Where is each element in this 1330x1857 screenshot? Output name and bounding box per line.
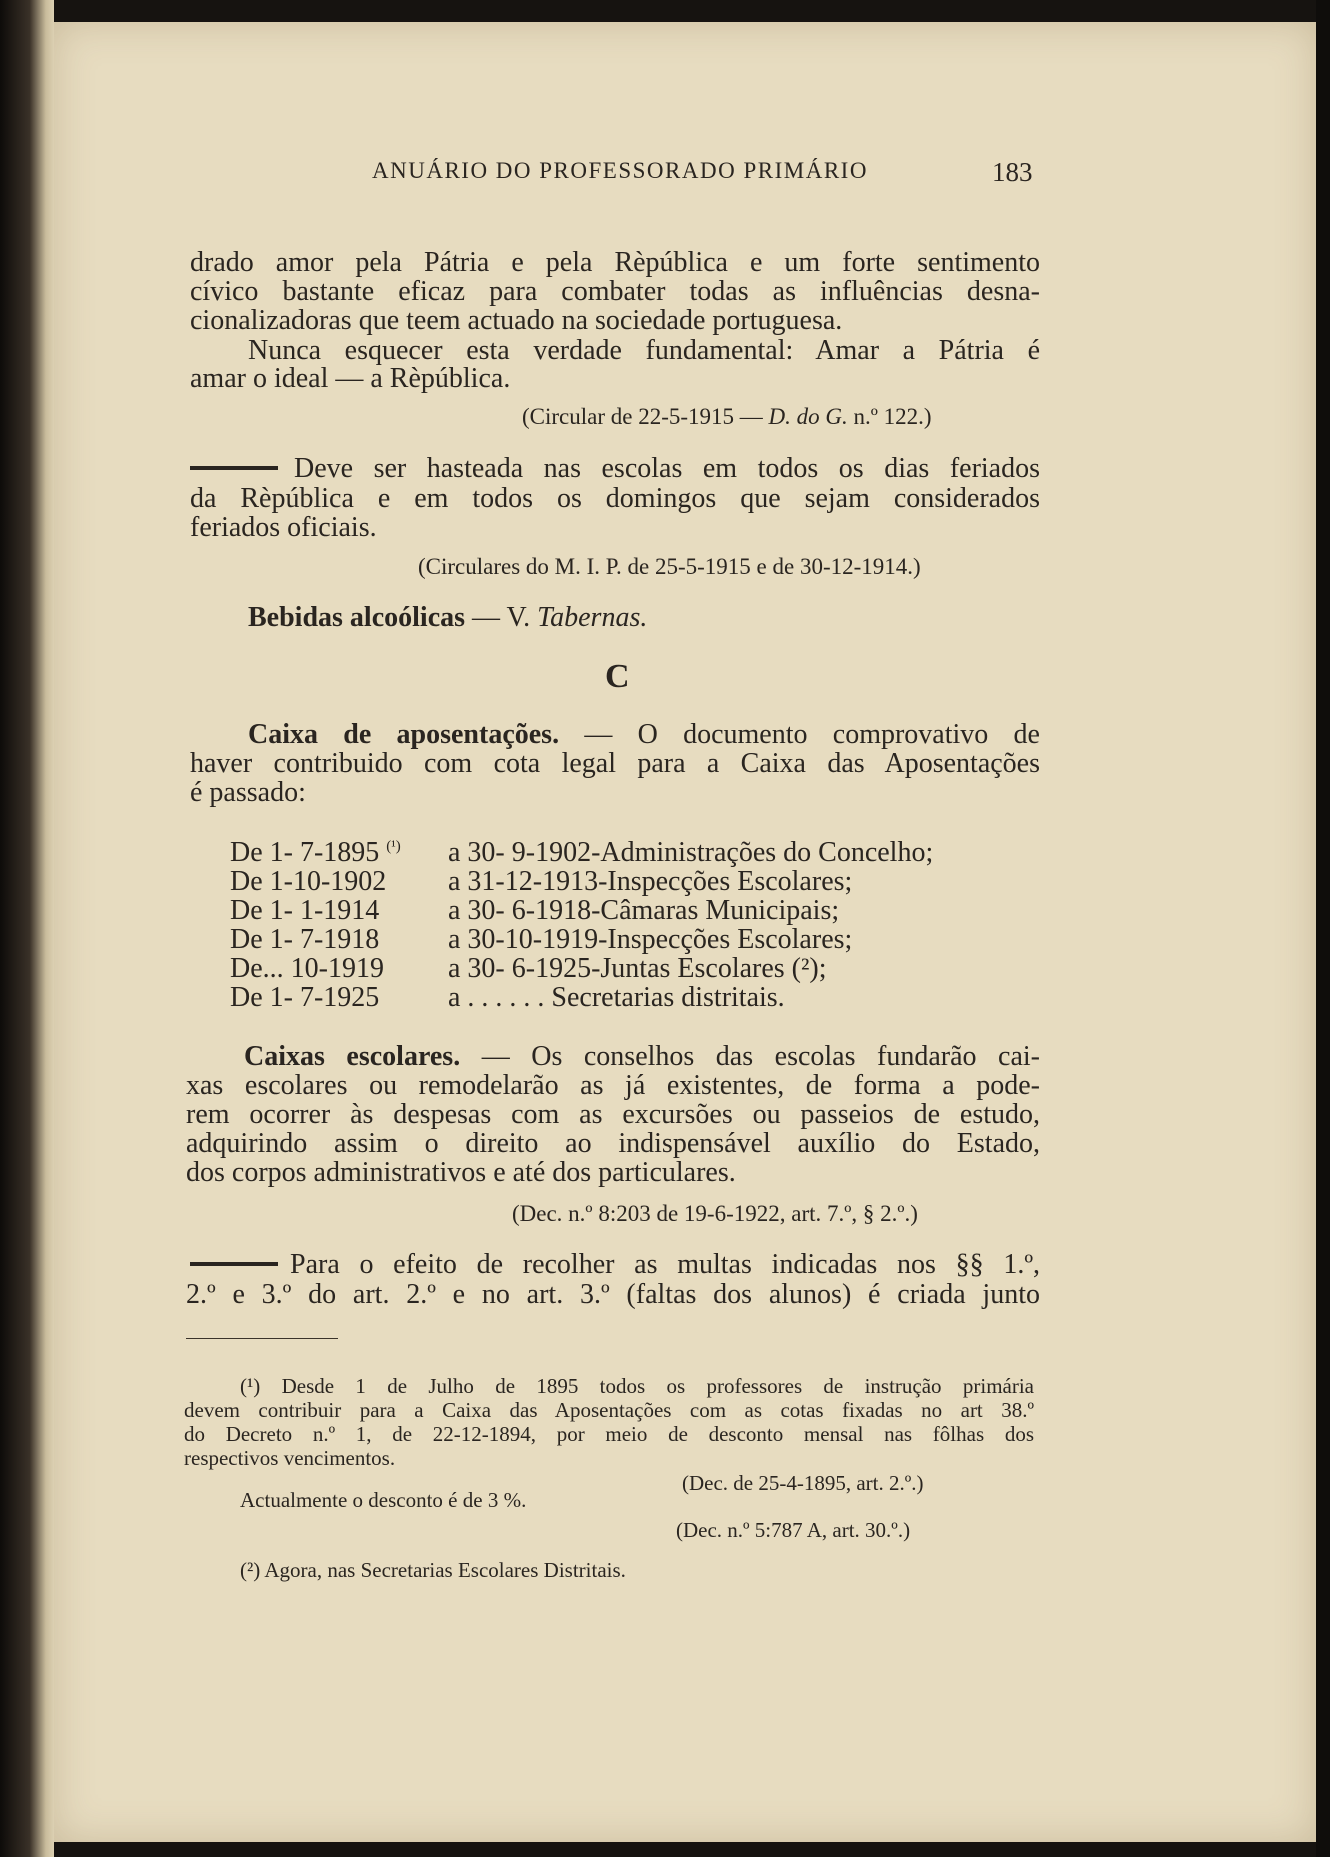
citation-text: (Circular de 22-5-1915 — <box>522 404 769 429</box>
paragraph-line: xas escolares ou remodelarão as já existentes, de forma a pode- <box>186 1070 1040 1101</box>
citation-italic: D. do G. <box>768 404 848 429</box>
schedule-to: a . . . . . . Secretarias distritais. <box>448 982 785 1013</box>
footnote-citation: (Dec. de 25-4-1895, art. 2.º.) <box>682 1471 924 1495</box>
entry-term: Bebidas alcoólicas <box>248 602 466 633</box>
schedule-from: De 1-10-1902 <box>230 866 387 897</box>
paragraph-line: cívico bastante eficaz para combater todas as influências desna- <box>190 276 1040 307</box>
schedule-from: De 1- 1-1914 <box>230 895 380 926</box>
citation: (Dec. n.º 8:203 de 19-6-1922, art. 7.º, § 2.º.) <box>512 1201 918 1226</box>
entry-text: — O documento comprovativo de <box>559 719 1040 750</box>
schedule-to: a 31-12-1913-Inspecções Escolares; <box>448 866 853 897</box>
entry-term: Caixa de aposentações. <box>248 719 560 750</box>
paragraph-line: Para o efeito de recolher as multas indicadas nos §§ 1.º, <box>290 1249 1040 1280</box>
scan-edge <box>1316 0 1330 1857</box>
schedule-from: De 1- 7-1925 <box>230 982 380 1013</box>
footnote-line: (¹) Desde 1 de Julho de 1895 todos os professores de instrução primária <box>240 1374 1034 1398</box>
footnote-line: devem contribuir para a Caixa das Aposentações com as cotas fixadas no art 38.º <box>184 1398 1034 1422</box>
schedule-to: a 30- 9-1902-Administrações do Concelho; <box>448 837 934 868</box>
paragraph-line: adquirindo assim o direito ao indispensável auxílio do Estado, <box>186 1128 1040 1159</box>
footnote-line: Actualmente o desconto é de 3 %. <box>240 1488 527 1512</box>
schedule-from: De... 10-1919 <box>230 953 384 984</box>
paragraph-line: Deve ser hasteada nas escolas em todos os dias feriados <box>294 453 1040 484</box>
paragraph-line: cionalizadoras que teem actuado na sociedade portuguesa. <box>190 305 843 336</box>
paragraph-line: da Rèpública e em todos os domingos que sejam considerados <box>190 483 1040 514</box>
schedule-from: De 1- 7-1918 <box>230 924 380 955</box>
paragraph-line: Nunca esquecer esta verdade fundamental: Amar a Pátria é <box>248 335 1040 366</box>
entry-bebidas <box>248 603 647 632</box>
footnote-rule <box>186 1338 338 1339</box>
schedule-from: De 1- 7-1895 <box>230 837 380 868</box>
entry-caixas-escolares <box>244 1042 1040 1071</box>
schedule-row <box>230 838 401 867</box>
entry-term: Caixas escolares. <box>244 1041 461 1072</box>
citation: (Circulares do M. I. P. de 25-5-1915 e de 30-12-1914.) <box>418 554 921 579</box>
paragraph-line: drado amor pela Pátria e pela Rèpública e um forte sentimento <box>190 247 1040 278</box>
book-gutter <box>0 0 54 1857</box>
paragraph-line: é passado: <box>190 777 306 808</box>
footnote-line: do Decreto n.º 1, de 22-12-1894, por meio de desconto mensal nas fôlhas dos <box>184 1422 1034 1446</box>
schedule-to: a 30- 6-1925-Juntas Escolares (²); <box>448 953 827 984</box>
paragraph-line: feriados oficiais. <box>190 512 377 543</box>
paragraph-line: dos corpos administrativos e até dos particulares. <box>186 1157 736 1188</box>
entry-text: — Os conselhos das escolas fundarão cai- <box>460 1041 1040 1072</box>
paragraph-line: rem ocorrer às despesas com as excursões ou passeios de estudo, <box>186 1099 1040 1130</box>
footnote-marker: (¹) <box>386 838 401 855</box>
paragraph-line: 2.º e 3.º do art. 2.º e no art. 3.º (faltas dos alunos) é criada junto <box>186 1279 1040 1310</box>
entry-text: — V. <box>465 602 538 633</box>
running-title: ANUÁRIO DO PROFESSORADO PRIMÁRIO <box>372 158 868 183</box>
citation <box>522 404 932 430</box>
section-letter: C <box>605 658 630 695</box>
em-rule <box>190 466 278 470</box>
paragraph-line: amar o ideal — a Rèpública. <box>190 363 511 394</box>
entry-caixa-aposentacoes <box>248 720 1040 749</box>
page-number: 183 <box>992 157 1033 187</box>
paragraph-line: haver contribuido com cota legal para a Caixa das Aposentações <box>190 748 1040 779</box>
footnote-citation: (Dec. n.º 5:787 A, art. 30.º.) <box>676 1518 911 1542</box>
citation-text: n.º 122.) <box>847 404 932 429</box>
schedule-to: a 30-10-1919-Inspecções Escolares; <box>448 924 853 955</box>
schedule-to: a 30- 6-1918-Câmaras Municipais; <box>448 895 840 926</box>
entry-ref: Tabernas. <box>537 602 648 633</box>
footnote-line: respectivos vencimentos. <box>184 1446 396 1470</box>
em-rule <box>190 1262 278 1266</box>
footnote-2: (²) Agora, nas Secretarias Escolares Distritais. <box>240 1558 626 1582</box>
